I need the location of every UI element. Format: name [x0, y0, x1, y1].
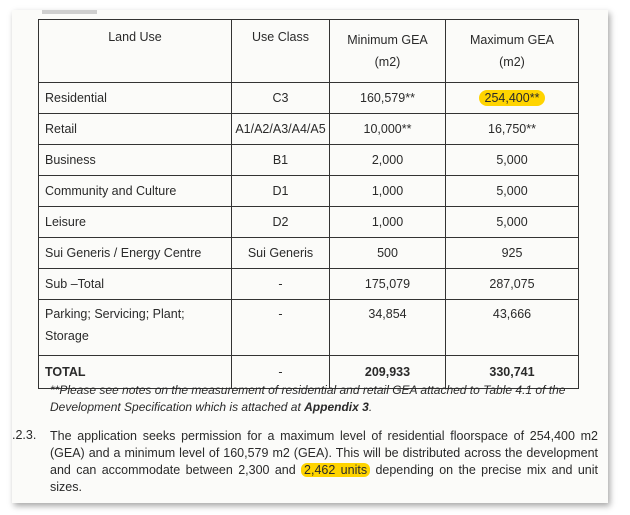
- use-class-cell: D1: [232, 176, 330, 207]
- table-row: [39, 176, 579, 207]
- table-header-row: [39, 20, 579, 83]
- highlighted-units: 2,462 units: [301, 463, 370, 477]
- highlighted-value: 254,400**: [479, 90, 546, 106]
- use-class-cell: A1/A2/A3/A4/A5: [232, 114, 330, 145]
- table-row: [39, 300, 579, 356]
- land-use-cell: Business: [39, 145, 232, 176]
- max-gea-cell: 5,000: [446, 145, 579, 176]
- use-class-cell: C3: [232, 83, 330, 114]
- header-minimum-gea: Minimum GEA (m2): [330, 20, 446, 83]
- use-class-cell: D2: [232, 207, 330, 238]
- max-gea-cell: [446, 83, 579, 114]
- land-use-cell: Leisure: [39, 207, 232, 238]
- land-use-cell: TOTAL: [39, 356, 232, 389]
- paragraph-text: The application seeks permission for a maximum level of residential floorspace of 254,400 m2 (GEA) and a minimum level of 160,579 m2 (GEA). This will be distributed across the development and can accommodate between 2,300 and 2,462 units depending on the precise mix and unit sizes.: [50, 429, 598, 494]
- land-use-cell: Retail: [39, 114, 232, 145]
- min-gea-cell: 10,000**: [330, 114, 446, 145]
- use-class-cell: -: [232, 356, 330, 389]
- table-footnote: **Please see notes on the measurement of residential and retail GEA attached to Table 4.1 of the Development Specification which is attached at Appendix 3.: [50, 383, 566, 414]
- use-class-cell: Sui Generis: [232, 238, 330, 269]
- max-gea-cell: 5,000: [446, 176, 579, 207]
- max-gea-cell: 287,075: [446, 269, 579, 300]
- min-gea-cell: 500: [330, 238, 446, 269]
- min-gea-cell: 209,933: [330, 356, 446, 389]
- min-gea-cell: 1,000: [330, 176, 446, 207]
- land-use-cell: Community and Culture: [39, 176, 232, 207]
- land-use-cell: Residential: [39, 83, 232, 114]
- scanned-document-page: [12, 10, 608, 503]
- max-gea-cell: 925: [446, 238, 579, 269]
- min-gea-cell: 34,854: [330, 300, 446, 356]
- table-row: [39, 83, 579, 114]
- max-gea-cell: 16,750**: [446, 114, 579, 145]
- table-row: [39, 114, 579, 145]
- land-use-cell: Sub –Total: [39, 269, 232, 300]
- max-gea-cell: 43,666: [446, 300, 579, 356]
- header-land-use: Land Use: [39, 20, 232, 83]
- land-use-cell: Parking; Servicing; Plant; Storage: [39, 300, 232, 356]
- use-class-cell: -: [232, 300, 330, 356]
- land-use-cell: Sui Generis / Energy Centre: [39, 238, 232, 269]
- paragraph-number: .2.3.: [12, 428, 37, 442]
- table-row: [39, 269, 579, 300]
- land-use-table: [38, 19, 579, 389]
- table-row: [39, 145, 579, 176]
- table-row: [39, 207, 579, 238]
- min-gea-cell: 1,000: [330, 207, 446, 238]
- min-gea-cell: 160,579**: [330, 83, 446, 114]
- table-row: [39, 238, 579, 269]
- appendix-reference: Appendix 3: [304, 400, 369, 414]
- header-use-class: Use Class: [232, 20, 330, 83]
- max-gea-cell: 5,000: [446, 207, 579, 238]
- use-class-cell: -: [232, 269, 330, 300]
- header-maximum-gea: Maximum GEA (m2): [446, 20, 579, 83]
- use-class-cell: B1: [232, 145, 330, 176]
- max-gea-cell: 330,741: [446, 356, 579, 389]
- min-gea-cell: 175,079: [330, 269, 446, 300]
- min-gea-cell: 2,000: [330, 145, 446, 176]
